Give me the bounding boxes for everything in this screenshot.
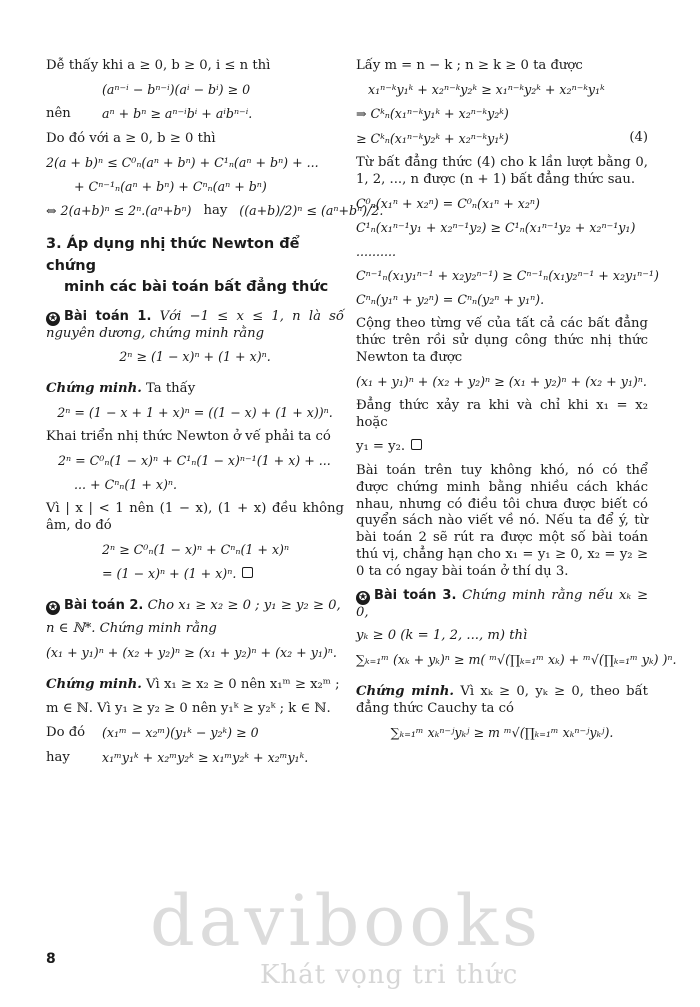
equation: (x₁ + y₁)ⁿ + (x₂ + y₂)ⁿ ≥ (x₁ + y₂)ⁿ + (x₂ + y₁)ⁿ. bbox=[46, 645, 337, 661]
equation: C¹ₙ(x₁ⁿ⁻¹y₁ + x₂ⁿ⁻¹y₂) ≥ C¹ₙ(x₁ⁿ⁻¹y₂ + x₂ⁿ⁻¹y₁) bbox=[356, 219, 636, 235]
problem-label: Bài toán 1. bbox=[64, 309, 152, 325]
section-heading-line1: 3. Áp dụng nhị thức Newton để chứng bbox=[46, 235, 300, 274]
proof-label: Chứng minh. bbox=[356, 683, 454, 699]
equation: ... + Cⁿₙ(1 + x)ⁿ. bbox=[74, 477, 178, 493]
equation: ⇒ Cᵏₙ(x₁ⁿ⁻ᵏy₁ᵏ + x₂ⁿ⁻ᵏy₂ᵏ) bbox=[356, 106, 509, 121]
paragraph: Cộng theo từng vế của tất cả các bất đẳng thức trên rồi sử dụng công thức nhị thức Newton ta được bbox=[356, 316, 648, 366]
equation: (x₁ᵐ − x₂ᵐ)(y₁ᵏ − y₂ᵏ) ≥ 0 bbox=[102, 725, 259, 741]
equation-row bbox=[46, 203, 384, 220]
paragraph-text: y₁ = y₂. bbox=[356, 438, 406, 454]
watermark-tagline: Khát vọng tri thức bbox=[260, 960, 519, 990]
section-heading bbox=[46, 234, 344, 299]
equation-text: = (1 − x)ⁿ + (1 + x)ⁿ. bbox=[102, 566, 237, 582]
equation: ((a+b)/2)ⁿ ≤ (aⁿ+bⁿ)/2. bbox=[239, 203, 384, 219]
equation bbox=[46, 566, 344, 582]
equation-row bbox=[46, 750, 344, 767]
qed-icon bbox=[411, 439, 422, 450]
qed-icon bbox=[242, 567, 253, 578]
label-dodo: Do đó bbox=[46, 725, 86, 741]
equation-row bbox=[46, 725, 344, 742]
problem-label: Bài toán 3. bbox=[374, 588, 457, 604]
problem-statement: Chứng minh rằng nếu xₖ ≥ 0, bbox=[356, 588, 648, 621]
problem-statement: n ∈ ℕ*. Chứng minh rằng bbox=[46, 621, 217, 637]
paragraph: Bài toán trên tuy không khó, nó có thể được chứng minh bằng nhiều cách khác nhau, nhưng có điều tôi chưa được biết có quyển sách nào viết về nó. Nếu ta để ý, từ bài toán 2 sẽ rút ra được một số bài toán thú vị, chẳng hạn cho x₁ = y₁ ≥ 0, x₂ = y₂ ≥ 0 ta có ngay bài toán ở thí dụ 3. bbox=[356, 462, 648, 580]
proof-text: Ta thấy bbox=[146, 381, 196, 397]
problem-1 bbox=[46, 309, 344, 343]
equation: 2ⁿ = C⁰ₙ(1 − x)ⁿ + C¹ₙ(1 − x)ⁿ⁻¹(1 + x) + ... bbox=[58, 453, 331, 469]
star-bullet-icon: ✪ bbox=[356, 591, 370, 605]
problem-3 bbox=[356, 588, 648, 622]
equation: 2(a + b)ⁿ ≤ C⁰ₙ(aⁿ + bⁿ) + C¹ₙ(aⁿ + bⁿ) + ... bbox=[46, 154, 319, 170]
paragraph bbox=[356, 439, 648, 456]
equation-row bbox=[46, 106, 344, 123]
ellipsis: .......... bbox=[356, 244, 397, 259]
label-nen: nên bbox=[46, 106, 71, 121]
equation: + Cⁿ⁻¹ₙ(aⁿ + bⁿ) + Cⁿₙ(aⁿ + bⁿ) bbox=[74, 178, 267, 194]
problem-statement: Cho x₁ ≥ x₂ ≥ 0 ; y₁ ≥ y₂ ≥ 0, bbox=[147, 598, 341, 614]
equation: (x₁ + y₁)ⁿ + (x₂ + y₂)ⁿ ≥ (x₁ + y₂)ⁿ + (x₂ + y₁)ⁿ. bbox=[356, 374, 647, 389]
left-column bbox=[46, 58, 384, 775]
watermark-brand: davibooks bbox=[150, 880, 542, 962]
equation: ≥ Cᵏₙ(x₁ⁿ⁻ᵏy₂ᵏ + x₂ⁿ⁻ᵏy₁ᵏ) bbox=[356, 130, 509, 146]
label-hay: hay bbox=[46, 749, 70, 765]
right-column bbox=[356, 58, 677, 749]
paragraph: Từ bất đẳng thức (4) cho k lần lượt bằng 0, 1, 2, ..., n được (n + 1) bất đẳng thức sau. bbox=[356, 155, 648, 187]
paragraph: Do đó với a ≥ 0, b ≥ 0 thì bbox=[46, 130, 216, 146]
paragraph: Đẳng thức xảy ra khi và chỉ khi x₁ = x₂ hoặc bbox=[356, 398, 648, 430]
equation: Cⁿ⁻¹ₙ(x₁y₁ⁿ⁻¹ + x₂y₂ⁿ⁻¹) ≥ Cⁿ⁻¹ₙ(x₁y₂ⁿ⁻¹ + x₂y₁ⁿ⁻¹) bbox=[356, 268, 659, 284]
equation: x₁ⁿ⁻ᵏy₁ᵏ + x₂ⁿ⁻ᵏy₂ᵏ ≥ x₁ⁿ⁻ᵏy₂ᵏ + x₂ⁿ⁻ᵏy₁ᵏ bbox=[368, 81, 605, 97]
label-hay: hay bbox=[203, 203, 228, 218]
equation: 2ⁿ ≥ (1 − x)ⁿ + (1 + x)ⁿ. bbox=[119, 349, 271, 365]
equation: C⁰ₙ(x₁ⁿ + x₂ⁿ) = C⁰ₙ(x₁ⁿ + x₂ⁿ) bbox=[356, 195, 540, 211]
paragraph: Lấy m = n − k ; n ≥ k ≥ 0 ta được bbox=[356, 58, 583, 73]
proof-1-intro bbox=[46, 381, 344, 398]
paragraph: Dễ thấy khi a ≥ 0, b ≥ 0, i ≤ n thì bbox=[46, 58, 271, 73]
equation-row bbox=[356, 130, 648, 147]
proof-label: Chứng minh. bbox=[46, 381, 142, 397]
proof-2-intro bbox=[46, 677, 344, 694]
star-bullet-icon: ✪ bbox=[46, 601, 60, 615]
equation: (aⁿ⁻ⁱ − bⁿ⁻ⁱ)(aⁱ − bⁱ) ≥ 0 bbox=[102, 81, 251, 97]
proof-text: Vì xₖ ≥ 0, yₖ ≥ 0, theo bất đẳng thức Cauchy ta có bbox=[356, 683, 648, 716]
equation: ∑ₖ₌₁ᵐ xₖⁿ⁻ʲyₖʲ ≥ m ᵐ√(∏ₖ₌₁ᵐ xₖⁿ⁻ʲyₖʲ). bbox=[390, 724, 614, 740]
problem-statement: Với −1 ≤ x ≤ 1, n là số nguyên dương, chứng minh rằng bbox=[46, 309, 344, 342]
proof-3-intro bbox=[356, 684, 648, 718]
paragraph: Vì | x | < 1 nên (1 − x), (1 + x) đều không âm, do đó bbox=[46, 501, 344, 534]
problem-statement: yₖ ≥ 0 (k = 1, 2, ..., m) thì bbox=[356, 627, 528, 643]
equation: aⁿ + bⁿ ≥ aⁿ⁻ⁱbⁱ + aⁱbⁿ⁻ⁱ. bbox=[102, 106, 253, 122]
proof-label: Chứng minh. bbox=[46, 677, 142, 693]
paragraph: Khai triển nhị thức Newton ở vế phải ta có bbox=[46, 429, 331, 445]
equation: 2ⁿ = (1 − x + 1 + x)ⁿ = ((1 − x) + (1 + x))ⁿ. bbox=[57, 405, 333, 421]
section-heading-line2: minh các bài toán bất đẳng thức bbox=[64, 279, 329, 296]
equation-number: (4) bbox=[629, 130, 648, 146]
problem-label: Bài toán 2. bbox=[64, 598, 144, 614]
equation: ∑ₖ₌₁ᵐ (xₖ + yₖ)ⁿ ≥ m( ᵐ√(∏ₖ₌₁ᵐ xₖ) + ᵐ√(∏ₖ₌₁ᵐ yₖ) )ⁿ. bbox=[356, 651, 677, 667]
equation: ⇔ 2(a+b)ⁿ ≤ 2ⁿ.(aⁿ+bⁿ) bbox=[46, 203, 192, 219]
equation: 2ⁿ ≥ C⁰ₙ(1 − x)ⁿ + Cⁿₙ(1 + x)ⁿ bbox=[102, 542, 290, 558]
problem-2 bbox=[46, 598, 344, 615]
paragraph: m ∈ ℕ. Vì y₁ ≥ y₂ ≥ 0 nên y₁ᵏ ≥ y₂ᵏ ; k ∈ ℕ. bbox=[46, 701, 331, 717]
equation: x₁ᵐy₁ᵏ + x₂ᵐy₂ᵏ ≥ x₁ᵐy₂ᵏ + x₂ᵐy₁ᵏ. bbox=[102, 750, 309, 766]
equation: Cⁿₙ(y₁ⁿ + y₂ⁿ) = Cⁿₙ(y₂ⁿ + y₁ⁿ). bbox=[356, 292, 545, 308]
proof-text: Vì x₁ ≥ x₂ ≥ 0 nên x₁ᵐ ≥ x₂ᵐ ; bbox=[146, 677, 340, 693]
page-number: 8 bbox=[46, 951, 56, 967]
star-bullet-icon: ✪ bbox=[46, 312, 60, 326]
